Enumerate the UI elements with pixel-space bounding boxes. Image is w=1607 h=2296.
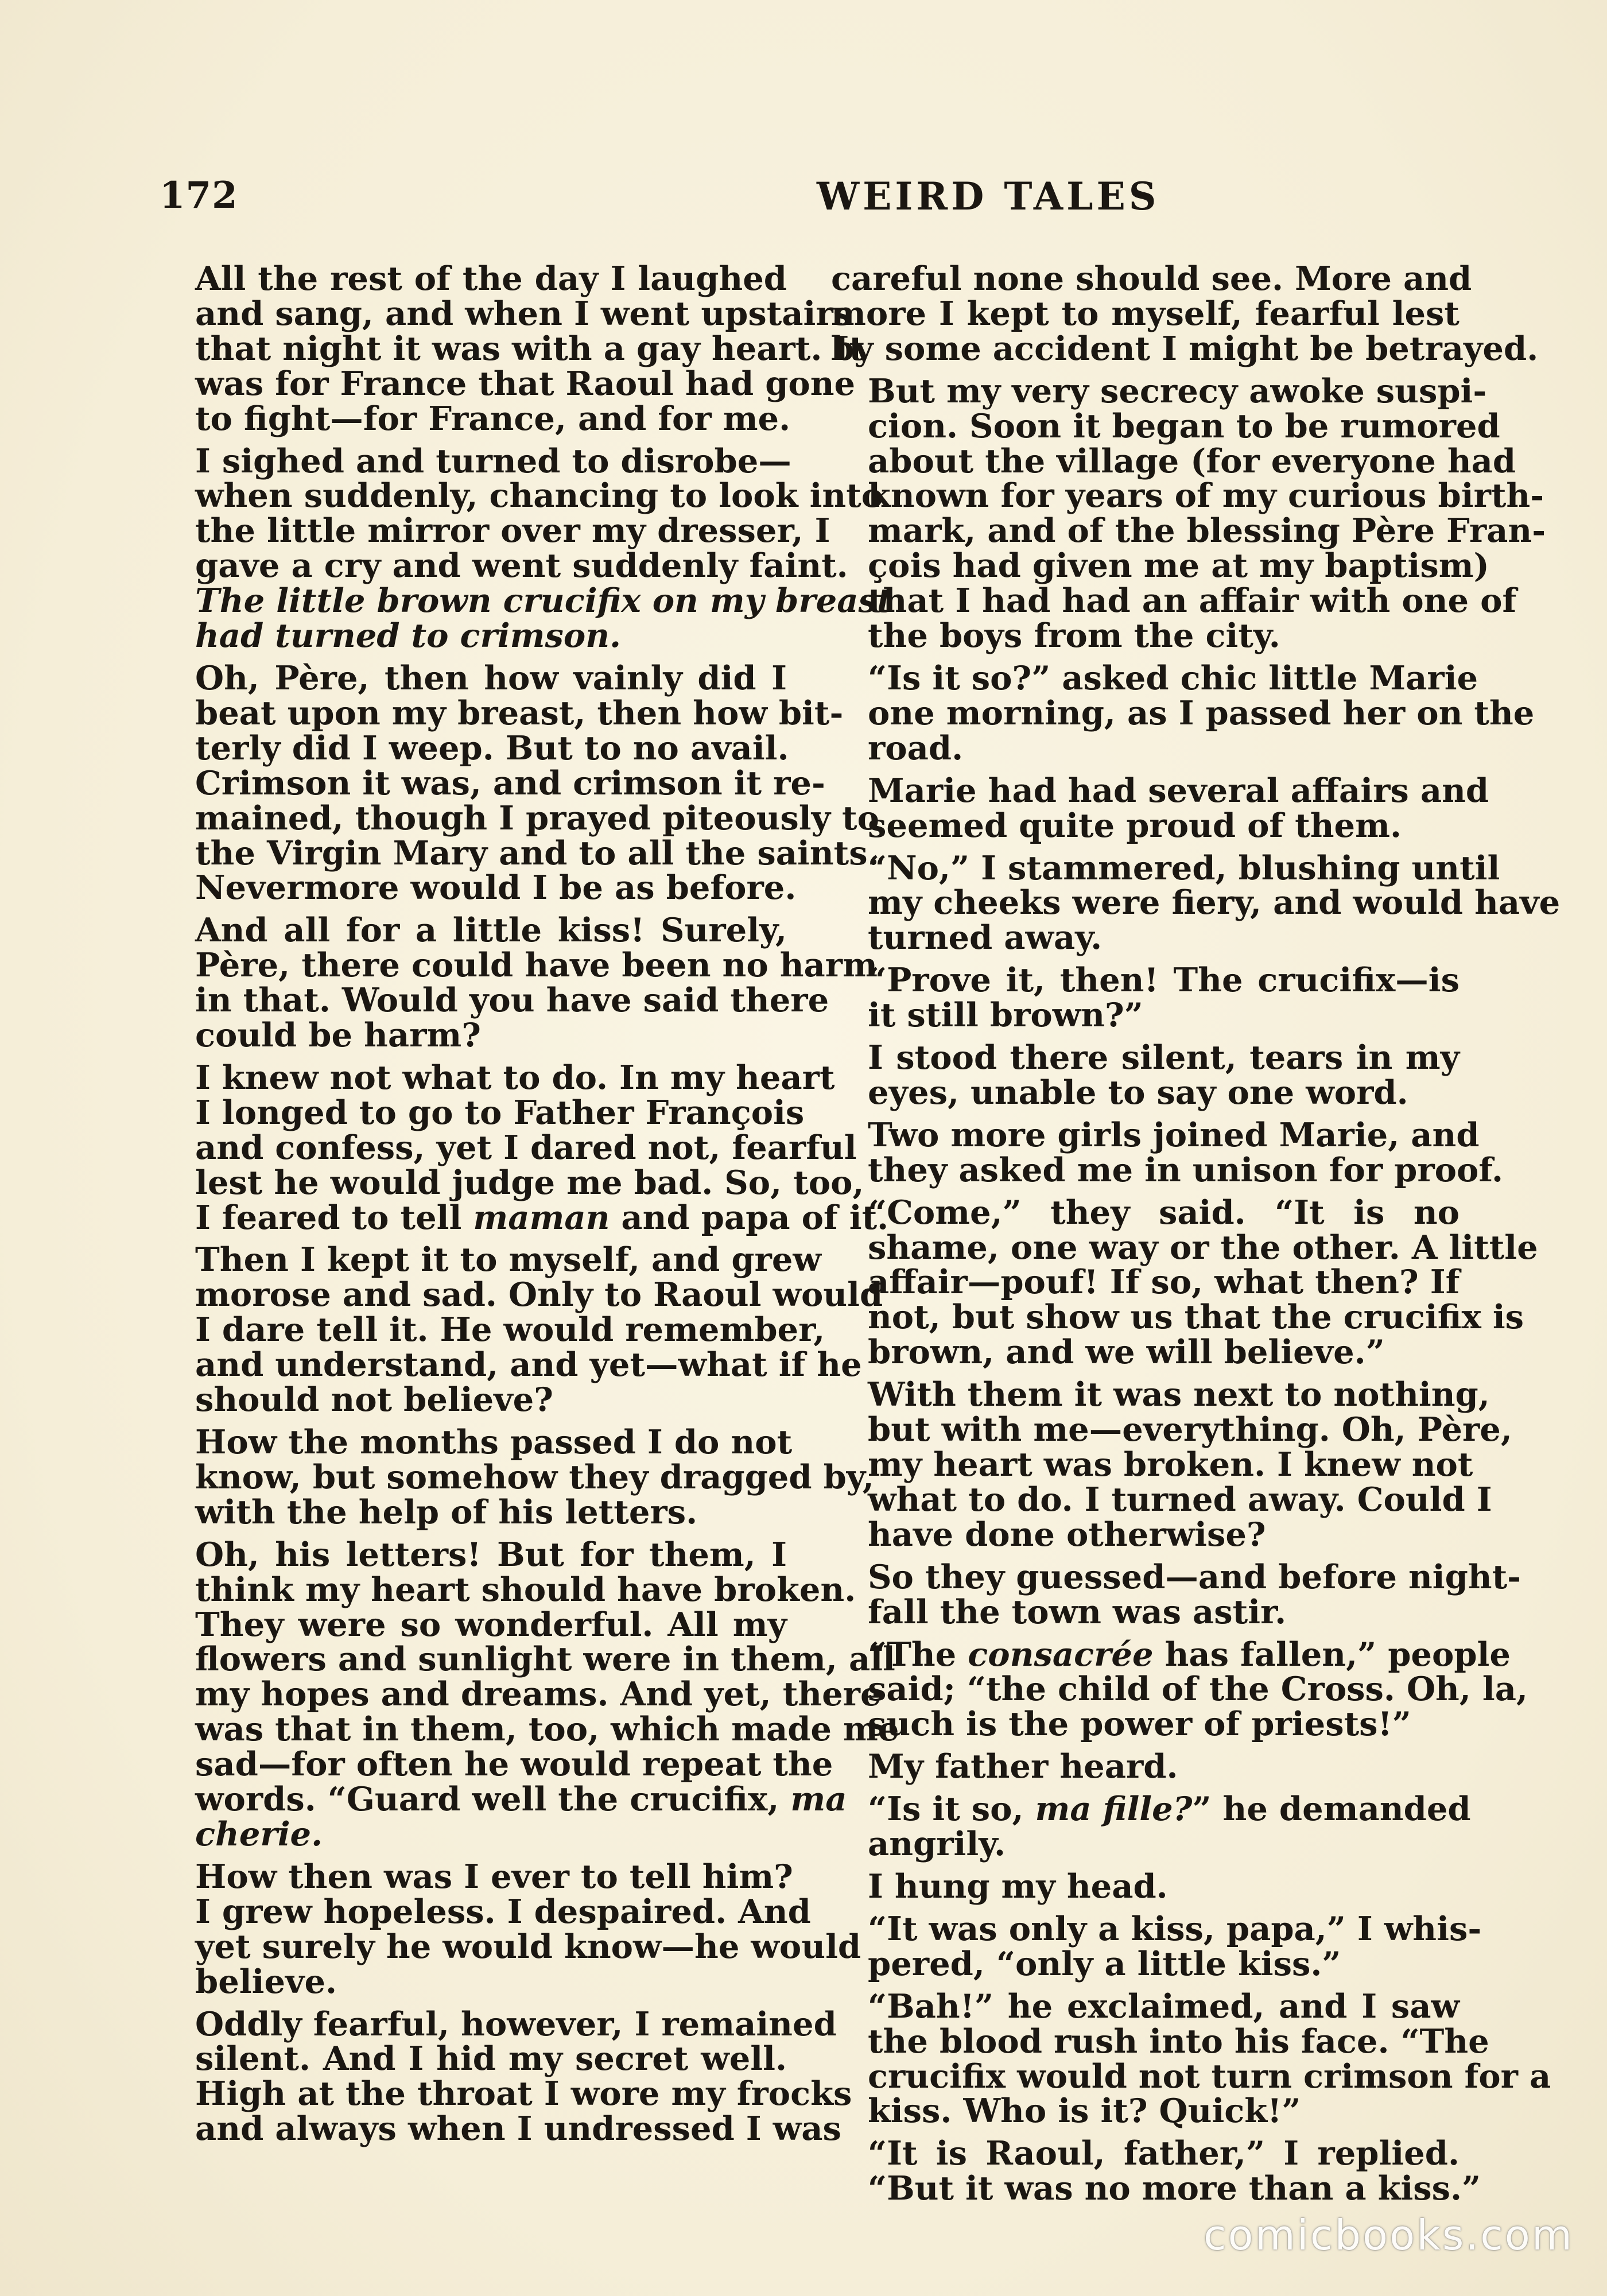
text-line: High at the throat I wore my frocks [195,2074,852,2113]
text-line: Then I kept it to myself, and grew [195,1240,821,1279]
text-line: the Virgin Mary and to all the saints. [195,833,879,872]
text-line: “It was only a kiss, papa,” I whis- [868,1909,1482,1948]
paragraph [158,259,864,438]
text-line: but with me—everything. Oh, Père, [868,1410,1512,1449]
text-line: sad—for often he would repeat the [195,1744,833,1784]
text-line: in that. Would you have said there [195,980,829,1020]
text-line: and confess, yet I dared not, fearful [195,1127,857,1167]
paragraph [831,371,1546,656]
text-line: fall the town was astir. [868,1592,1287,1631]
text-line: pered, “only a little kiss.” [868,1944,1341,1983]
text-line: I grew hopeless. I despaired. And [195,1891,811,1931]
text-line: “But it was no more than a kiss.” [868,2169,1481,2208]
text-line: “The consacrée has fallen,” people [868,1634,1511,1674]
text-line: cion. Soon it began to be rumored [868,406,1500,445]
text-line: I stood there silent, tears in my [868,1038,1460,1077]
text-line: what to do. I turned away. Could I [868,1479,1492,1519]
text-line: cherie. [195,1814,323,1853]
paragraph [158,2004,852,2148]
paragraph [158,1057,889,1237]
text-line: How then was I ever to tell him? [195,1856,793,1896]
text-line: “Is it so, ma fille?” he demanded [868,1789,1471,1829]
text-line: crucifix would not turn crimson for a [868,2056,1551,2096]
text-line: But my very secrecy awoke suspi- [868,371,1487,410]
paragraph [158,1240,883,1420]
paragraph [831,1986,1551,2131]
text-line: I sighed and turned to disrobe— [195,441,791,480]
text-line: more I kept to myself, fearful lest [831,293,1460,333]
text-line: Oh, his letters! But for them, I [195,1534,787,1574]
text-line: and sang, and when I went upstairs [195,293,852,333]
paragraph [158,910,878,1055]
text-line: morose and sad. Only to Raoul would [195,1275,883,1314]
text-line: and understand, and yet—what if he [195,1345,862,1384]
right-column [831,259,1561,2213]
text-line: words. “Guard well the crucifix, ma [195,1779,847,1819]
text-line: that night it was with a gay heart. It [195,328,864,368]
text-line: when suddenly, chancing to look into [195,476,884,515]
text-line: my heart was broken. I knew not [868,1445,1473,1484]
left-column [158,259,899,2154]
text-line: Two more girls joined Marie, and [868,1115,1480,1154]
paragraph [831,1040,1460,1110]
text-line: about the village (for everyone had [868,441,1516,480]
text-line: Marie had had several affairs and [868,770,1489,810]
paragraph [831,1557,1521,1631]
text-line: “It is Raoul, father,” I replied. [868,2134,1460,2173]
text-line: With them it was next to nothing, [868,1375,1490,1414]
text-line: terly did I weep. But to no avail. [195,728,789,767]
text-line: with the help of his letters. [195,1492,698,1531]
paragraph [158,658,879,907]
text-line: that I had had an affair with one of [868,581,1517,620]
text-line: and always when I undressed I was [195,2109,841,2148]
text-line: My father heard. [868,1747,1178,1786]
text-line: angrily. [868,1824,1006,1864]
text-line: my hopes and dreams. And yet, there [195,1674,882,1714]
text-line: I dare tell it. He would remember, [195,1310,825,1349]
page-number: 172 [160,174,238,217]
text-line: was for France that Raoul had gone [195,363,856,403]
paragraph [831,259,1539,368]
text-line: was that in them, too, which made me [195,1709,899,1749]
text-line: mained, though I prayed piteously to [195,798,879,837]
text-line: The little brown crucifix on my breast [195,581,892,620]
text-line: kiss. Who is it? Quick!” [868,2091,1301,2131]
text-line: I hung my head. [868,1866,1168,1906]
paragraph [831,2134,1481,2208]
text-line: one morning, as I passed her on the [868,693,1535,732]
text-line: And all for a little kiss! Surely, [195,910,787,950]
text-line: Oh, Père, then how vainly did I [195,658,787,697]
watermark: comicbooks.com [1203,2211,1574,2259]
text-line: Nevermore would I be as before. [195,868,797,907]
text-line: “Come,” they said. “It is no [868,1192,1460,1232]
paragraph [831,1909,1482,1983]
text-line: the little mirror over my dresser, I [195,511,830,550]
text-line: affair—pouf! If so, what then? If [868,1262,1460,1302]
text-line: “Prove it, then! The crucifix—is [868,960,1460,1000]
text-line: shame, one way or the other. A little [868,1227,1538,1267]
text-line: it still brown?” [868,995,1143,1035]
text-line: have done otherwise? [868,1514,1266,1554]
text-line: gave a cry and went suddenly faint. [195,546,848,585]
text-line: So they guessed—and before night- [868,1557,1521,1596]
text-line: “Is it so?” asked chic little Marie [868,658,1478,697]
text-line: to fight—for France, and for me. [195,398,791,438]
text-line: I knew not what to do. In my heart [195,1057,835,1097]
text-line: lest he would judge me bad. So, too, [195,1162,864,1202]
text-line: careful none should see. More and [831,259,1472,298]
text-line: seemed quite proud of them. [868,805,1402,845]
text-line: yet surely he would know—he would [195,1926,861,1966]
text-line: know, but somehow they dragged by, [195,1457,874,1496]
text-line: should not believe? [195,1380,553,1420]
text-line: How the months passed I do not [195,1422,793,1461]
text-line: eyes, unable to say one word. [868,1072,1408,1112]
running-header [160,174,1457,220]
text-line: They were so wonderful. All my [195,1604,787,1644]
paragraph [158,441,892,656]
text-line: turned away. [868,918,1103,957]
text-line: known for years of my curious birth- [868,476,1544,515]
text-line: think my heart should have broken. [195,1569,856,1609]
text-line: beat upon my breast, then how bit- [195,693,844,732]
text-line: Père, there could have been no harm [195,945,878,985]
text-line: the blood rush into his face. “The [868,2021,1489,2061]
paragraph [831,848,1561,957]
text-line: silent. And I hid my secret well. [195,2039,787,2078]
text-line: Oddly fearful, however, I remained [195,2004,837,2043]
paragraph [831,1192,1538,1372]
text-line: I longed to go to Father François [195,1092,805,1132]
text-line: said; “the child of the Cross. Oh, la, [868,1669,1528,1709]
text-line: Crimson it was, and crimson it re- [195,763,825,802]
running-title: WEIRD TALES [817,174,1160,219]
text-line: brown, and we will believe.” [868,1332,1385,1372]
text-line: I feared to tell maman and papa of it. [195,1197,889,1237]
text-line: by some accident I might be betrayed. [831,328,1539,368]
text-line: they asked me in unison for proof. [868,1150,1504,1189]
paragraph [831,1115,1504,1189]
paragraph [831,770,1489,845]
paragraph [831,1789,1471,1864]
text-line: my cheeks were fiery, and would have [868,883,1561,922]
text-line: mark, and of the blessing Père Fran- [868,511,1546,550]
text-line: the boys from the city. [868,616,1280,656]
text-line: could be harm? [195,1015,481,1055]
text-line: road. [868,728,964,767]
text-line: had turned to crimson. [195,616,622,656]
text-line: “Bah!” he exclaimed, and I saw [868,1986,1460,2026]
paragraph [831,1634,1528,1744]
paragraph [831,1375,1512,1554]
paragraph [831,658,1535,767]
text-line: not, but show us that the crucifix is [868,1297,1524,1337]
text-line: such is the power of priests!” [868,1704,1411,1744]
paragraph [831,1866,1460,1906]
text-line: All the rest of the day I laughed [195,259,787,298]
paragraph [831,1749,1460,1784]
text-line: believe. [195,1961,337,2001]
paragraph [158,1422,874,1531]
text-line: “No,” I stammered, blushing until [868,848,1500,887]
paragraph [158,1856,861,2001]
paragraph [831,960,1460,1035]
text-line: çois had given me at my baptism) [868,546,1489,585]
text-line: flowers and sunlight were in them, all [195,1639,895,1679]
paragraph [158,1534,899,1853]
